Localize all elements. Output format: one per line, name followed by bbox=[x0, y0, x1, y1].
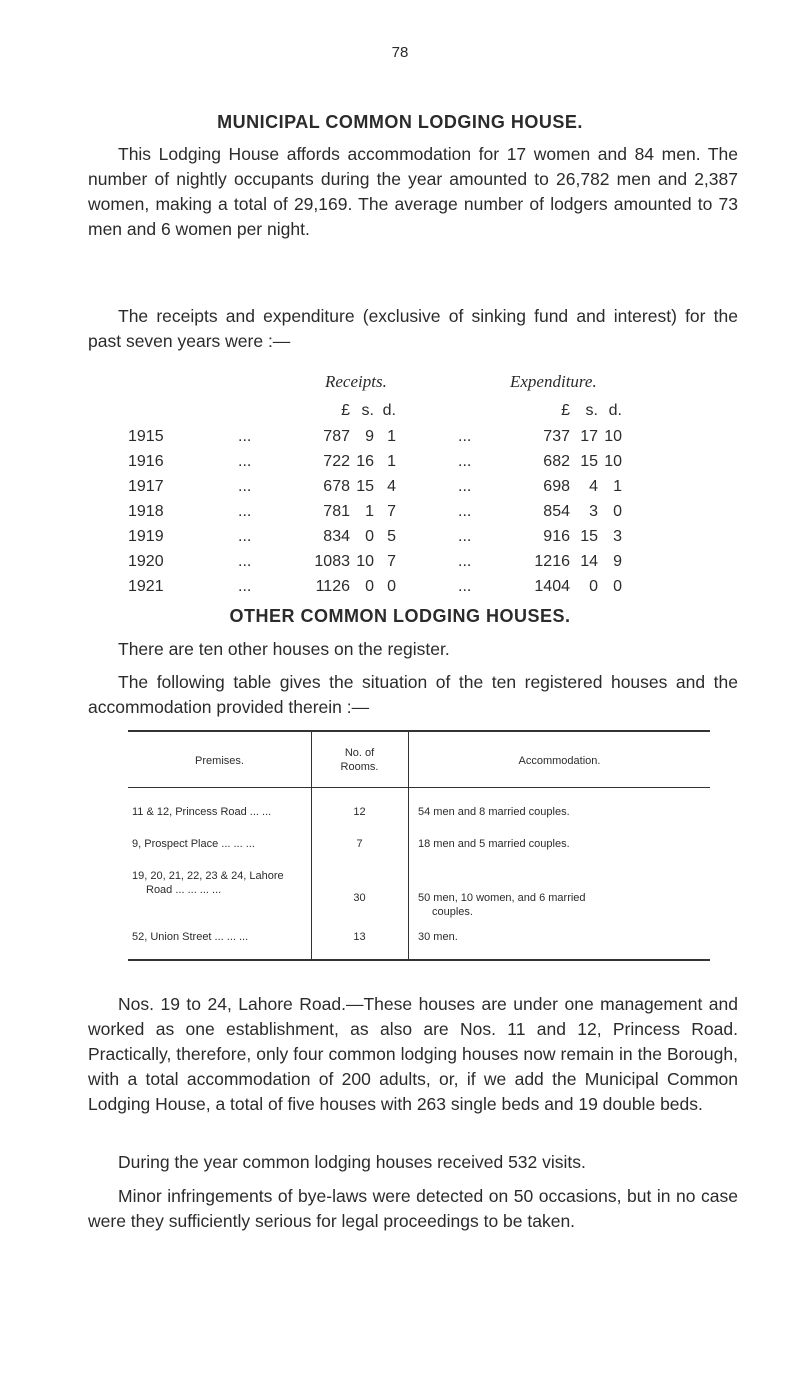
expenditure-shillings: 15 bbox=[580, 528, 598, 545]
expenditure-shillings: 3 bbox=[589, 503, 598, 520]
expenditure-unit-pounds: £ bbox=[561, 402, 570, 419]
paragraph-management: Nos. 19 to 24, Lahore Road.—These houses are under one management and worked as one establishment, as also are Nos. 11 and 12, Princess Road. Practically, therefore, only four common lodging houses now remain in the Borough, with a total accommodation of 200 adults, or, if we add the Municipal Common Lodging House, a total of five houses with 263 single beds and 19 double beds. bbox=[88, 994, 738, 1114]
row2-rooms: 7 bbox=[356, 838, 363, 850]
receipts-unit-pence: d. bbox=[382, 402, 396, 419]
row3-accommodation-line1: 50 men, 10 women, and 6 married bbox=[418, 892, 586, 904]
receipts-pence: 0 bbox=[387, 578, 396, 595]
dots-receipts: ... bbox=[238, 453, 252, 470]
receipts-pence: 1 bbox=[387, 428, 396, 445]
row3-premises-line2: Road ... ... ... ... bbox=[146, 884, 222, 896]
receipts-shillings: 10 bbox=[356, 553, 374, 570]
paragraph-receipts-intro: The receipts and expenditure (exclusive of sinking fund and interest) for the past seven years were :— bbox=[88, 306, 738, 351]
header-premises: Premises. bbox=[195, 755, 244, 767]
receipts-pounds: 1083 bbox=[314, 553, 350, 570]
year: 1918 bbox=[128, 503, 164, 520]
expenditure-pounds: 1404 bbox=[534, 578, 570, 595]
receipts-pence: 5 bbox=[387, 528, 396, 545]
expenditure-pounds: 1216 bbox=[534, 553, 570, 570]
expenditure-pounds: 737 bbox=[543, 428, 570, 445]
receipts-pounds: 1126 bbox=[315, 578, 350, 595]
expenditure-shillings: 4 bbox=[589, 478, 598, 495]
expenditure-pounds: 682 bbox=[543, 453, 570, 470]
header-rooms-line2: Rooms. bbox=[340, 761, 379, 773]
row1-accommodation: 54 men and 8 married couples. bbox=[418, 806, 570, 818]
receipts-header: Receipts. bbox=[325, 372, 387, 391]
paragraph-accommodation: This Lodging House affords accommodation for 17 women and 84 men. The number of nightly occupants during the year amounted to 26,782 men and 2,387 women, making a total of 29,169. The average number of lodgers amounted to 73 men and 6 women per night. bbox=[88, 144, 738, 239]
receipts-shillings: 1 bbox=[365, 503, 374, 520]
expenditure-pence: 10 bbox=[604, 453, 622, 470]
row4-accommodation: 30 men. bbox=[418, 931, 458, 943]
year: 1920 bbox=[128, 553, 164, 570]
row4-premises: 52, Union Street ... ... ... bbox=[132, 931, 249, 943]
expenditure-shillings: 14 bbox=[580, 553, 598, 570]
expenditure-pence: 0 bbox=[613, 503, 622, 520]
dots-receipts: ... bbox=[238, 528, 252, 545]
expenditure-unit-pence: d. bbox=[608, 402, 622, 419]
row2-accommodation: 18 men and 5 married couples. bbox=[418, 838, 570, 850]
receipts-shillings: 0 bbox=[365, 528, 374, 545]
year: 1915 bbox=[128, 428, 164, 445]
dots-expenditure: ... bbox=[458, 478, 472, 495]
year: 1916 bbox=[128, 453, 164, 470]
receipts-pounds: 678 bbox=[323, 478, 350, 495]
receipts-unit-shillings: s. bbox=[361, 402, 374, 419]
receipts-expenditure-table bbox=[88, 372, 738, 595]
receipts-unit-pounds: £ bbox=[341, 402, 350, 419]
expenditure-pounds: 916 bbox=[543, 528, 570, 545]
dots-expenditure: ... bbox=[458, 528, 472, 545]
expenditure-pence: 1 bbox=[613, 478, 622, 495]
row1-premises: 11 & 12, Princess Road ... ... bbox=[132, 806, 272, 818]
expenditure-pence: 10 bbox=[604, 428, 622, 445]
year: 1921 bbox=[128, 578, 164, 595]
dots-expenditure: ... bbox=[458, 553, 472, 570]
receipts-pence: 7 bbox=[387, 503, 396, 520]
heading-other-lodging-houses: OTHER COMMON LODGING HOUSES. bbox=[229, 606, 571, 626]
expenditure-unit-shillings: s. bbox=[585, 402, 598, 419]
year: 1917 bbox=[128, 478, 164, 495]
expenditure-shillings: 15 bbox=[580, 453, 598, 470]
expenditure-shillings: 17 bbox=[580, 428, 598, 445]
paragraph-infringements: Minor infringements of bye-laws were detected on 50 occasions, but in no case were they sufficiently serious for legal proceedings to be taken. bbox=[88, 1186, 738, 1231]
premises-table bbox=[128, 730, 710, 961]
receipts-shillings: 16 bbox=[356, 453, 374, 470]
expenditure-pence: 9 bbox=[613, 553, 622, 570]
row1-rooms: 12 bbox=[353, 806, 366, 818]
expenditure-shillings: 0 bbox=[589, 578, 598, 595]
paragraph-register: There are ten other houses on the register. bbox=[118, 639, 450, 659]
dots-expenditure: ... bbox=[458, 578, 472, 595]
expenditure-header: Expenditure. bbox=[510, 372, 597, 391]
receipts-pounds: 787 bbox=[323, 428, 350, 445]
row3-premises-line1: 19, 20, 21, 22, 23 & 24, Lahore bbox=[132, 870, 284, 882]
year: 1919 bbox=[128, 528, 164, 545]
dots-expenditure: ... bbox=[458, 503, 472, 520]
row2-premises: 9, Prospect Place ... ... ... bbox=[132, 838, 255, 850]
receipts-pence: 4 bbox=[387, 478, 396, 495]
receipts-pence: 1 bbox=[387, 453, 396, 470]
dots-expenditure: ... bbox=[458, 428, 472, 445]
row3-rooms: 30 bbox=[353, 892, 366, 904]
header-bottom-rule bbox=[128, 787, 710, 788]
dots-expenditure: ... bbox=[458, 453, 472, 470]
receipts-shillings: 15 bbox=[356, 478, 374, 495]
heading-municipal-lodging-house: MUNICIPAL COMMON LODGING HOUSE. bbox=[217, 112, 583, 132]
receipts-pounds: 781 bbox=[323, 503, 350, 520]
receipts-pounds: 722 bbox=[323, 453, 350, 470]
dots-receipts: ... bbox=[238, 503, 252, 520]
expenditure-pence: 0 bbox=[613, 578, 622, 595]
dots-receipts: ... bbox=[238, 553, 252, 570]
dots-receipts: ... bbox=[238, 428, 252, 445]
expenditure-pence: 3 bbox=[613, 528, 622, 545]
dots-receipts: ... bbox=[238, 478, 252, 495]
paragraph-visits: During the year common lodging houses received 532 visits. bbox=[118, 1152, 586, 1172]
receipts-pence: 7 bbox=[387, 553, 396, 570]
receipts-pounds: 834 bbox=[323, 528, 350, 545]
page-number: 78 bbox=[391, 44, 409, 61]
paragraph-table-intro: The following table gives the situation of the ten registered houses and the accommodation provided therein :— bbox=[88, 672, 738, 717]
dots-receipts: ... bbox=[238, 578, 252, 595]
receipts-shillings: 9 bbox=[365, 428, 374, 445]
table-top-rule bbox=[128, 730, 710, 732]
expenditure-pounds: 854 bbox=[543, 503, 570, 520]
row4-rooms: 13 bbox=[353, 931, 366, 943]
receipts-shillings: 0 bbox=[365, 578, 374, 595]
header-rooms-line1: No. of bbox=[344, 747, 375, 759]
header-accommodation: Accommodation. bbox=[518, 755, 601, 767]
expenditure-pounds: 698 bbox=[543, 478, 570, 495]
row3-accommodation-line2: couples. bbox=[432, 906, 473, 918]
table-bottom-rule bbox=[128, 959, 710, 961]
